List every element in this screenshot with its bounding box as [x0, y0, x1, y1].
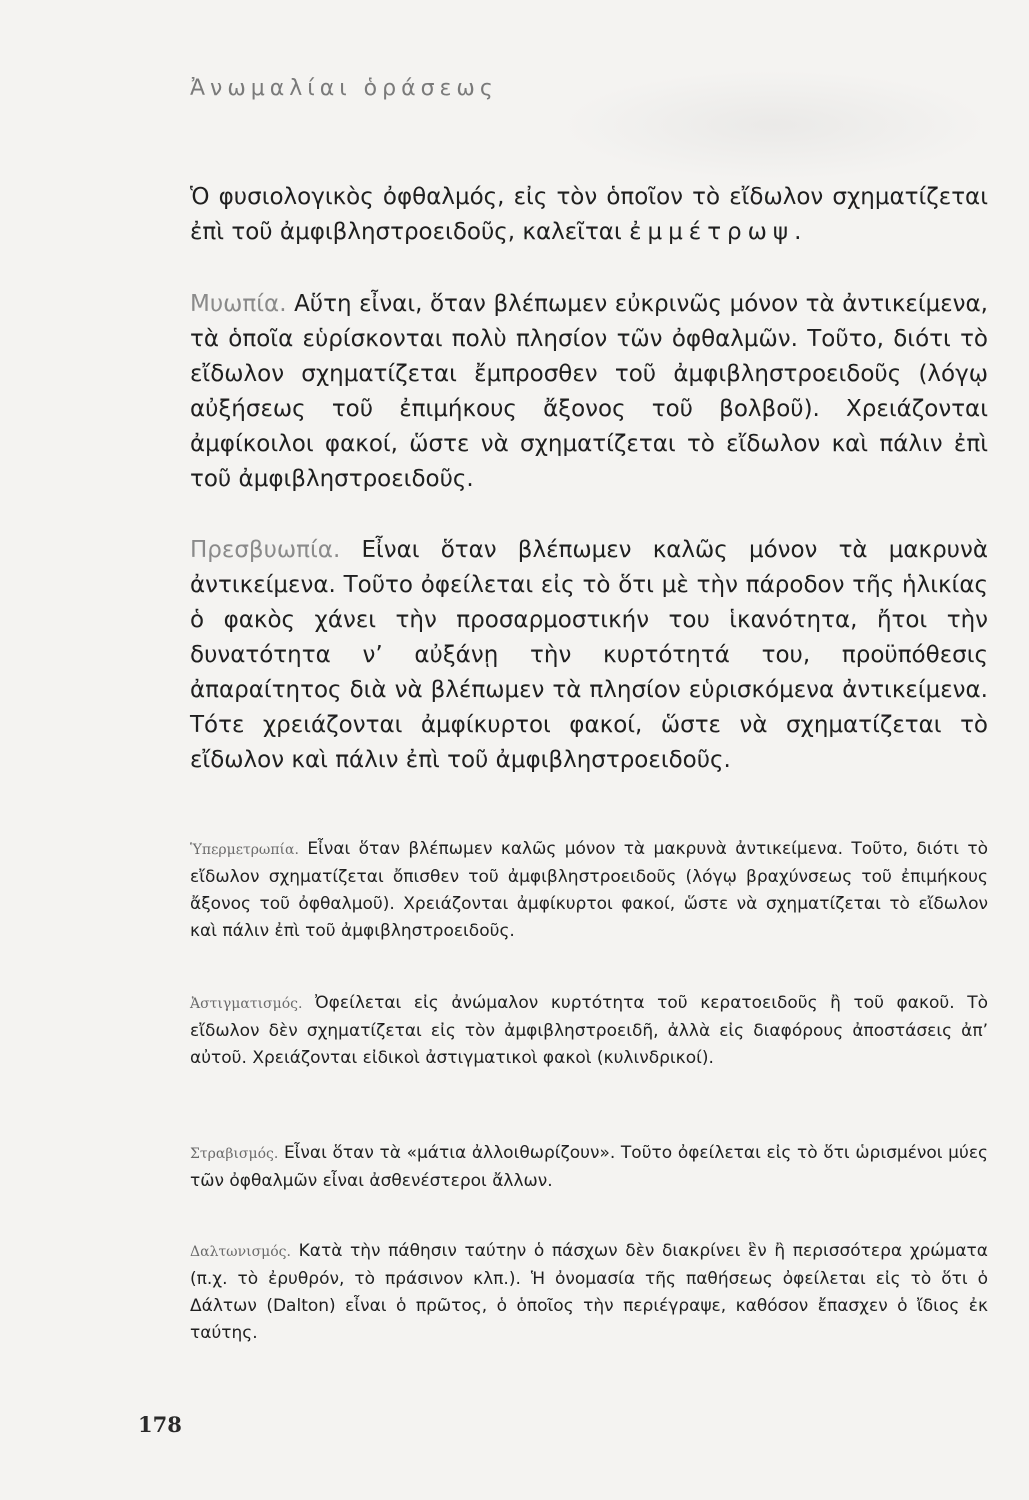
paragraph-emmetropia — [190, 180, 988, 250]
page-number: 178 — [138, 1412, 182, 1437]
paragraph-astigmatism — [190, 990, 988, 1072]
section-heading: Ἀνωμαλίαι ὁράσεως — [190, 76, 498, 101]
term-strabismus: Στραβισμός. — [190, 1146, 279, 1162]
term-presbyopia: Πρεσβυωπία. — [190, 537, 341, 563]
paragraph-text: Ὀφείλεται εἰς ἀνώμαλον κυρτότητα τοῦ κερατοειδοῦς ἢ τοῦ φακοῦ. Τὸ εἴδωλον δὲν σχηματίζεται εἰς τὸν ἀμφιβληστροειδῆ, ἀλλὰ εἰς διαφόρους ἀποστάσεις ἀπ’ αὐτοῦ. Χρειάζονται εἰδικοὶ ἀστιγματικοὶ φακοὶ (κυλινδρικοί). — [190, 993, 988, 1068]
paragraph-text: Εἶναι ὅταν βλέπωμεν καλῶς μόνον τὰ μακρυνὰ ἀντικείμενα. Τοῦτο ὀφείλεται εἰς τὸ ὅτι μὲ τὴν πάροδον τῆς ἡλικίας ὁ φακὸς χάνει τὴν προσαρμοστικήν του ἱκανότητα, ἤτοι τὴν δυνατότητα ν’ αὐξάνῃ τὴν κυρτότητά του, προϋπόθεσις ἀπαραίτητος διὰ νὰ βλέπωμεν τὰ πλησίον εὑρισκόμενα ἀντικείμενα. Τότε χρειάζονται ἀμφίκυρτοι φακοί, ὥστε νὰ σχηματίζεται τὸ εἴδωλον καὶ πάλιν ἐπὶ τοῦ ἀμφιβληστροειδοῦς. — [190, 537, 989, 773]
term-astigmatism: Ἀστιγματισμός. — [190, 996, 303, 1012]
paragraph-hypermetropia — [190, 836, 988, 945]
paragraph-text: Κατὰ τὴν πάθησιν ταύτην ὁ πάσχων δὲν διακρίνει ἓν ἢ περισσότερα χρώματα (π.χ. τὸ ἐρυθρόν, τὸ πράσινον κλπ.). Ἡ ὀνομασία τῆς παθήσεως ὀφείλεται εἰς τὸ ὅτι ὁ Δάλτων (Dalton) εἶναι ὁ πρῶτος, ὁ ὁποῖος τὴν περιέγραψε, καθόσον ἔπασχεν ὁ ἴδιος ἐκ ταύτης. — [190, 1241, 989, 1343]
term-emmetrops: ἐμμέτρωψ. — [629, 219, 808, 245]
paragraph-strabismus — [190, 1140, 988, 1195]
paragraph-daltonism — [190, 1238, 988, 1347]
paragraph-text: Αὕτη εἶναι, ὅταν βλέπωμεν εὐκρινῶς μόνον τὰ ἀντικείμενα, τὰ ὁποῖα εὑρίσκονται πολὺ πλησίον τῶν ὀφθαλμῶν. Τοῦτο, διότι τὸ εἴδωλον σχηματίζεται ἔμπροσθεν τοῦ ἀμφιβληστροειδοῦς (λόγῳ αὐξήσεως τοῦ ἐπιμήκους ἄξονος τοῦ βολβοῦ). Χρειάζονται ἀμφίκοιλοι φακοί, ὥστε νὰ σχηματίζεται τὸ εἴδωλον καὶ πάλιν ἐπὶ τοῦ ἀμφιβληστροειδοῦς. — [190, 291, 988, 492]
paragraph-text: Εἶναι ὅταν τὰ «μάτια ἀλλοιθωρίζουν». Τοῦτο ὀφείλεται εἰς τὸ ὅτι ὡρισμένοι μύες τῶν ὀφθαλμῶν εἶναι ἀσθενέστεροι ἄλλων. — [190, 1143, 988, 1191]
term-myopia: Μυωπία. — [190, 291, 287, 317]
paragraph-text: Ὁ φυσιολογικὸς ὀφθαλμός, εἰς τὸν ὁποῖον τὸ εἴδωλον σχηματίζεται ἐπὶ τοῦ ἀμφιβληστροειδοῦς, καλεῖται — [190, 184, 988, 245]
paragraph-presbyopia — [190, 533, 988, 778]
paragraph-myopia — [190, 287, 988, 497]
show-through-shadow — [560, 70, 990, 180]
term-daltonism: Δαλτωνισμός. — [190, 1244, 291, 1260]
paragraph-text: Εἶναι ὅταν βλέπωμεν καλῶς μόνον τὰ μακρυνὰ ἀντικείμενα. Τοῦτο, διότι τὸ εἴδωλον σχηματίζεται ὄπισθεν τοῦ ἀμφιβληστροειδοῦς (λόγῳ βραχύνσεως τοῦ ἐπιμήκους ἄξονος τοῦ ὀφθαλμοῦ). Χρειάζονται ἀμφίκυρτοι φακοί, ὥστε νὰ σχηματίζεται τὸ εἴδωλον καὶ πάλιν ἐπὶ τοῦ ἀμφιβληστροειδοῦς. — [190, 839, 989, 941]
term-hypermetropia: Ὑπερμετρωπία. — [190, 842, 299, 858]
